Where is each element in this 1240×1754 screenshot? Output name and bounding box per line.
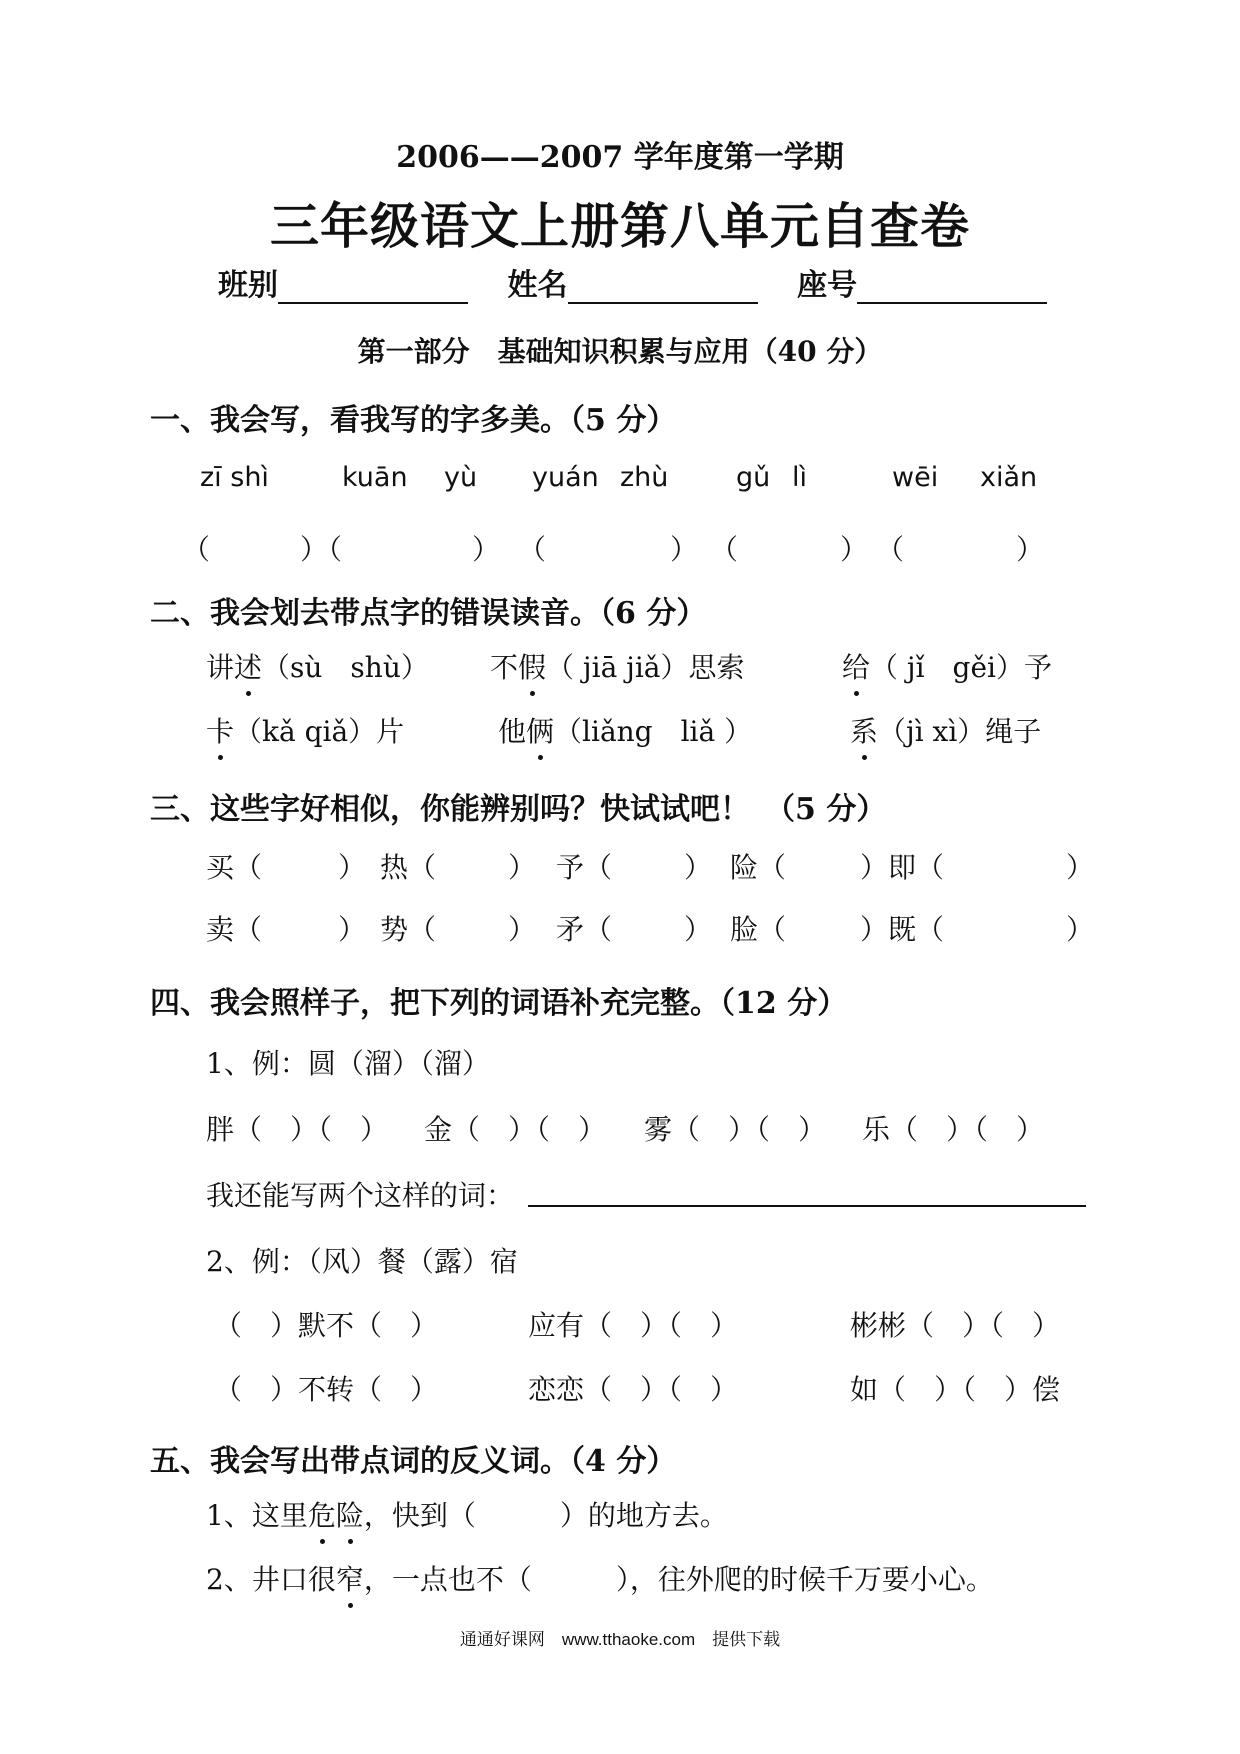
answer-bracket[interactable]: ）	[684, 913, 713, 946]
name-label: 姓名	[507, 268, 568, 303]
pinyin: zī shì	[200, 462, 269, 493]
answer-bracket[interactable]: ）	[338, 913, 367, 946]
sentence-text[interactable]: ，一点也不（ ），往外爬的时候千万要小心。	[363, 1563, 994, 1596]
dotted-char: 卡	[206, 710, 234, 750]
pronunciation-item[interactable]	[842, 646, 1052, 686]
pinyin-options[interactable]: （kǎ qiǎ）片	[234, 715, 405, 748]
char: 讲	[206, 651, 235, 684]
pinyin: gǔ	[736, 462, 771, 493]
answer-bracket[interactable]: ）	[508, 913, 537, 946]
footer-source: 通通好课网 www.tthaoke.com 提供下载	[459, 1630, 781, 1649]
dotted-char: 给	[842, 646, 870, 686]
answer-bracket[interactable]: ）	[1016, 533, 1045, 566]
dotted-char: 窄	[336, 1558, 364, 1598]
fill-word[interactable]: 雾（ ）（ ）	[644, 1113, 827, 1146]
part-heading: 第一部分 基础知识积累与应用（40 分）	[357, 335, 883, 368]
pinyin: lì	[792, 462, 808, 493]
pinyin: yuán	[532, 462, 599, 493]
pronunciation-item[interactable]	[206, 710, 404, 750]
word-pair: 卖（	[206, 913, 263, 946]
q2-title: 二、我会划去带点字的错误读音。（6 分）	[150, 596, 707, 631]
word-pair: 买（	[206, 851, 263, 884]
char: 不	[490, 651, 519, 684]
fill-word[interactable]: 乐（ ）（ ）	[862, 1113, 1045, 1146]
answer-bracket[interactable]: （	[182, 533, 211, 566]
pinyin: wēi	[892, 462, 939, 493]
dotted-char: 险	[336, 1494, 364, 1534]
pinyin: yù	[444, 462, 478, 493]
seat-blank[interactable]	[857, 272, 1047, 304]
pinyin: xiǎn	[980, 462, 1038, 493]
answer-bracket[interactable]: ）	[684, 851, 713, 884]
q3-title: 三、这些字好相似，你能辨别吗？快试试吧！ （5 分）	[150, 792, 887, 827]
school-year: 2006——2007 学年度第一学期	[396, 140, 844, 175]
word-pair: 脸（	[730, 913, 787, 946]
answer-bracket[interactable]: ）	[670, 533, 699, 566]
write-more-label: 我还能写两个这样的词：	[206, 1179, 515, 1212]
answer-bracket[interactable]: ）	[338, 851, 367, 884]
word-pair: 矛（	[556, 913, 613, 946]
fill-idiom[interactable]: 恋恋（ ）（ ）	[528, 1373, 739, 1406]
sentence-text[interactable]: ，快到（ ）的地方去。	[363, 1499, 728, 1532]
pinyin-options[interactable]: （sù shù）	[262, 651, 429, 684]
word-pair: 势（	[380, 913, 437, 946]
class-blank[interactable]	[278, 272, 468, 304]
dotted-char: 述	[234, 646, 262, 686]
dotted-char: 危	[308, 1494, 336, 1534]
pinyin-options[interactable]: （jì xì）绳子	[878, 715, 1042, 748]
answer-bracket[interactable]: ）	[1066, 851, 1095, 884]
word-pair[interactable]: ）既（	[860, 913, 945, 946]
student-info	[218, 260, 1077, 304]
pronunciation-item[interactable]	[206, 646, 429, 686]
fill-idiom[interactable]: （ ）默不（ ）	[214, 1309, 439, 1342]
answer-bracket[interactable]: ）（	[300, 533, 343, 566]
pinyin-options[interactable]: （ jǐ gěi）予	[870, 651, 1053, 684]
sentence-text: 1、这里	[206, 1499, 308, 1532]
fill-idiom[interactable]: 如（ ）（ ）偿	[850, 1373, 1061, 1406]
q5-title: 五、我会写出带点词的反义词。（4 分）	[150, 1444, 677, 1479]
pinyin-options[interactable]: （liǎng liǎ ）	[554, 715, 753, 748]
dotted-char: 俩	[526, 710, 554, 750]
pronunciation-item[interactable]	[498, 710, 752, 750]
answer-bracket[interactable]: ）	[1066, 913, 1095, 946]
class-label: 班别	[218, 268, 278, 303]
sentence-text: 2、井口很	[206, 1563, 336, 1596]
answer-bracket[interactable]: （	[518, 533, 547, 566]
word-pair: 险（	[730, 851, 787, 884]
pinyin-options[interactable]: （ jiā jiǎ）思索	[546, 651, 745, 684]
fill-idiom[interactable]: 彬彬（ ）（ ）	[850, 1309, 1061, 1342]
answer-bracket[interactable]: ）	[840, 533, 869, 566]
word-pair[interactable]: ）即（	[860, 851, 945, 884]
pronunciation-item[interactable]	[850, 710, 1041, 750]
char: 他	[498, 715, 527, 748]
fill-idiom[interactable]: 应有（ ）（ ）	[528, 1309, 739, 1342]
sentence-1[interactable]	[206, 1494, 728, 1534]
fill-idiom[interactable]: （ ）不转（ ）	[214, 1373, 439, 1406]
word-pair: 予（	[556, 851, 613, 884]
fill-word[interactable]: 胖（ ）（ ）	[206, 1113, 389, 1146]
fill-word[interactable]: 金（ ）（ ）	[424, 1113, 607, 1146]
answer-bracket[interactable]: （	[710, 533, 739, 566]
q1-title: 一、我会写，看我写的字多美。（5 分）	[150, 403, 677, 438]
example-2: 2、例：（风）餐（露）宿	[206, 1245, 518, 1278]
word-pair: 热（	[380, 851, 437, 884]
example-1: 1、例：圆（溜）（溜）	[206, 1047, 490, 1080]
answer-bracket[interactable]: ）	[508, 851, 537, 884]
pinyin: kuān	[342, 462, 408, 493]
q4-title: 四、我会照样子，把下列的词语补充完整。（12 分）	[150, 986, 848, 1021]
dotted-char: 系	[850, 710, 878, 750]
name-blank[interactable]	[568, 272, 758, 304]
answer-bracket[interactable]: （	[876, 533, 905, 566]
pinyin: zhù	[620, 462, 669, 493]
answer-bracket[interactable]: ）	[472, 533, 501, 566]
sentence-2[interactable]	[206, 1558, 994, 1598]
write-more-line[interactable]	[528, 1205, 1086, 1207]
exam-title: 三年级语文上册第八单元自查卷	[269, 197, 970, 255]
pronunciation-item[interactable]	[490, 646, 745, 686]
dotted-char: 假	[518, 646, 546, 686]
seat-label: 座号	[797, 268, 858, 303]
